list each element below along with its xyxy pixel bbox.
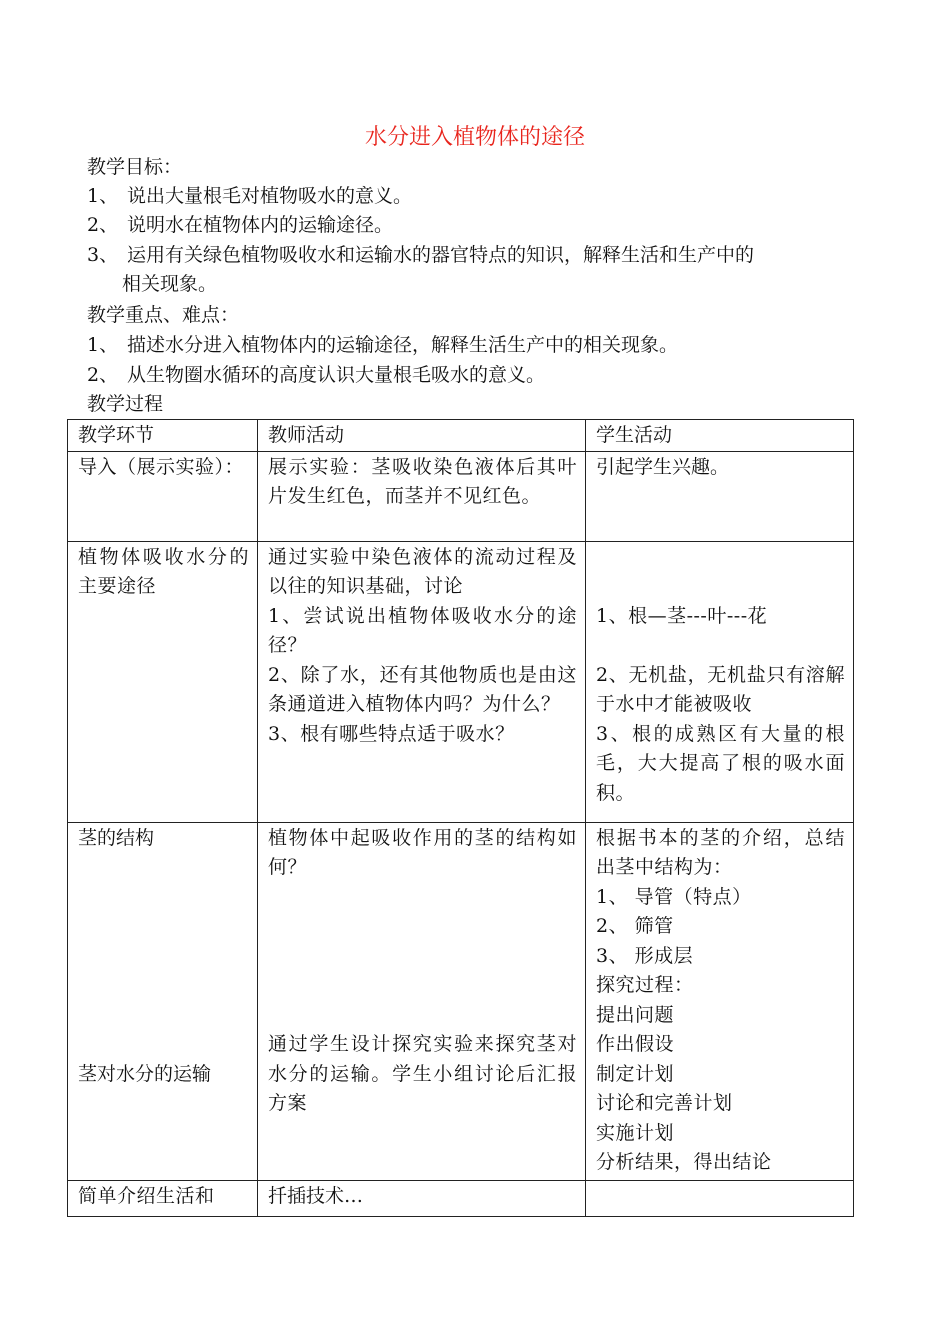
teacher-cell xyxy=(258,541,586,822)
key-point-text: 从生物圈水循环的高度认识大量根毛吸水的意义。 xyxy=(127,364,546,386)
table-header-row xyxy=(68,420,854,452)
cell-text-line: 实施计划 xyxy=(596,1121,675,1144)
cell-text-line: 提出问题 xyxy=(596,1003,675,1026)
header-cell-stage: 教学环节 xyxy=(68,420,258,452)
table-row xyxy=(68,451,854,541)
key-point-item xyxy=(87,332,678,358)
cell-text-line: 1、根—茎---叶---花 xyxy=(596,604,768,627)
objectives-heading: 教学目标： xyxy=(87,156,183,178)
cell-text-line: 1、 导管（特点） xyxy=(596,885,752,908)
student-cell: 引起学生兴趣。 xyxy=(586,451,854,541)
cell-text-line: 1、尝试说出植物体吸收水分的途径？ xyxy=(268,604,577,656)
cell-text-line: 3、 形成层 xyxy=(596,944,694,967)
cell-text-line: 通过学生设计探究实验来探究茎对水分的运输。学生小组讨论后汇报方案 xyxy=(268,1033,577,1114)
table-row xyxy=(68,1180,854,1216)
stage-cell xyxy=(68,822,258,1180)
stage-cell: 植物体吸收水分的主要途径 xyxy=(68,541,258,822)
key-points-heading: 教学重点、难点： xyxy=(87,304,240,326)
cell-text-line: 3、根有哪些特点适于吸水？ xyxy=(268,722,515,745)
cell-text-line: 茎的结构 xyxy=(78,826,155,849)
student-cell xyxy=(586,541,854,822)
objective-number: 3、 xyxy=(87,244,119,266)
cell-text-line: 植物体中起吸收作用的茎的结构如何？ xyxy=(268,826,577,878)
objective-item xyxy=(87,212,393,238)
document-title: 水分进入植物体的途径 xyxy=(364,125,585,150)
cell-text-line: 2、 筛管 xyxy=(596,915,674,937)
teacher-cell: 展示实验：茎吸收染色液体后其叶片发生红色，而茎并不见红色。 xyxy=(258,451,586,541)
cell-text-line: 茎对水分的运输 xyxy=(78,1062,212,1085)
stage-cell: 简单介绍生活和 xyxy=(68,1180,258,1216)
objective-text: 运用有关绿色植物吸收水和运输水的器官特点的知识，解释生活和生产中的 xyxy=(127,244,755,266)
key-point-text: 描述水分进入植物体内的运输途径，解释生活生产中的相关现象。 xyxy=(127,334,679,356)
objective-number: 2、 xyxy=(87,214,119,236)
cell-text-line: 探究过程： xyxy=(596,974,694,996)
header-cell-student: 学生活动 xyxy=(586,420,854,452)
cell-text-line: 通过实验中染色液体的流动过程及以往的知识基础，讨论 xyxy=(268,545,577,597)
cell-text-line: 作出假设 xyxy=(596,1033,675,1055)
table-row xyxy=(68,822,854,1180)
stage-cell: 导入（展示实验）： xyxy=(68,451,258,541)
key-point-item xyxy=(87,362,545,388)
process-heading: 教学过程 xyxy=(87,393,164,415)
lesson-process-table xyxy=(67,419,854,1217)
cell-text-line: 制定计划 xyxy=(596,1062,675,1085)
cell-text-line: 2、除了水，还有其他物质也是由这条通道进入植物体内吗？为什么？ xyxy=(268,663,577,715)
objective-continuation: 相关现象。 xyxy=(122,273,218,295)
cell-text-line: 根据书本的茎的介绍，总结出茎中结构为： xyxy=(596,826,845,878)
objective-item xyxy=(87,242,754,268)
student-cell xyxy=(586,1180,854,1216)
key-point-number: 1、 xyxy=(87,334,119,356)
cell-text-line: 分析结果，得出结论 xyxy=(596,1151,772,1173)
cell-text-line: 2、无机盐，无机盐只有溶解于水中才能被吸收 xyxy=(596,663,845,715)
cell-text-line: 讨论和完善计划 xyxy=(596,1092,733,1114)
header-cell-teacher: 教师活动 xyxy=(258,420,586,452)
objective-text: 说明水在植物体内的运输途径。 xyxy=(127,214,394,236)
table-row xyxy=(68,541,854,822)
cell-text-line: 3、根的成熟区有大量的根毛，大大提高了根的吸水面积。 xyxy=(596,722,845,804)
objective-item xyxy=(87,183,412,209)
student-cell xyxy=(586,822,854,1180)
objective-text: 说出大量根毛对植物吸水的意义。 xyxy=(127,185,413,207)
teacher-cell: 扦插技术… xyxy=(258,1180,586,1216)
key-point-number: 2、 xyxy=(87,364,119,386)
objective-number: 1、 xyxy=(87,185,119,207)
teacher-cell xyxy=(258,822,586,1180)
